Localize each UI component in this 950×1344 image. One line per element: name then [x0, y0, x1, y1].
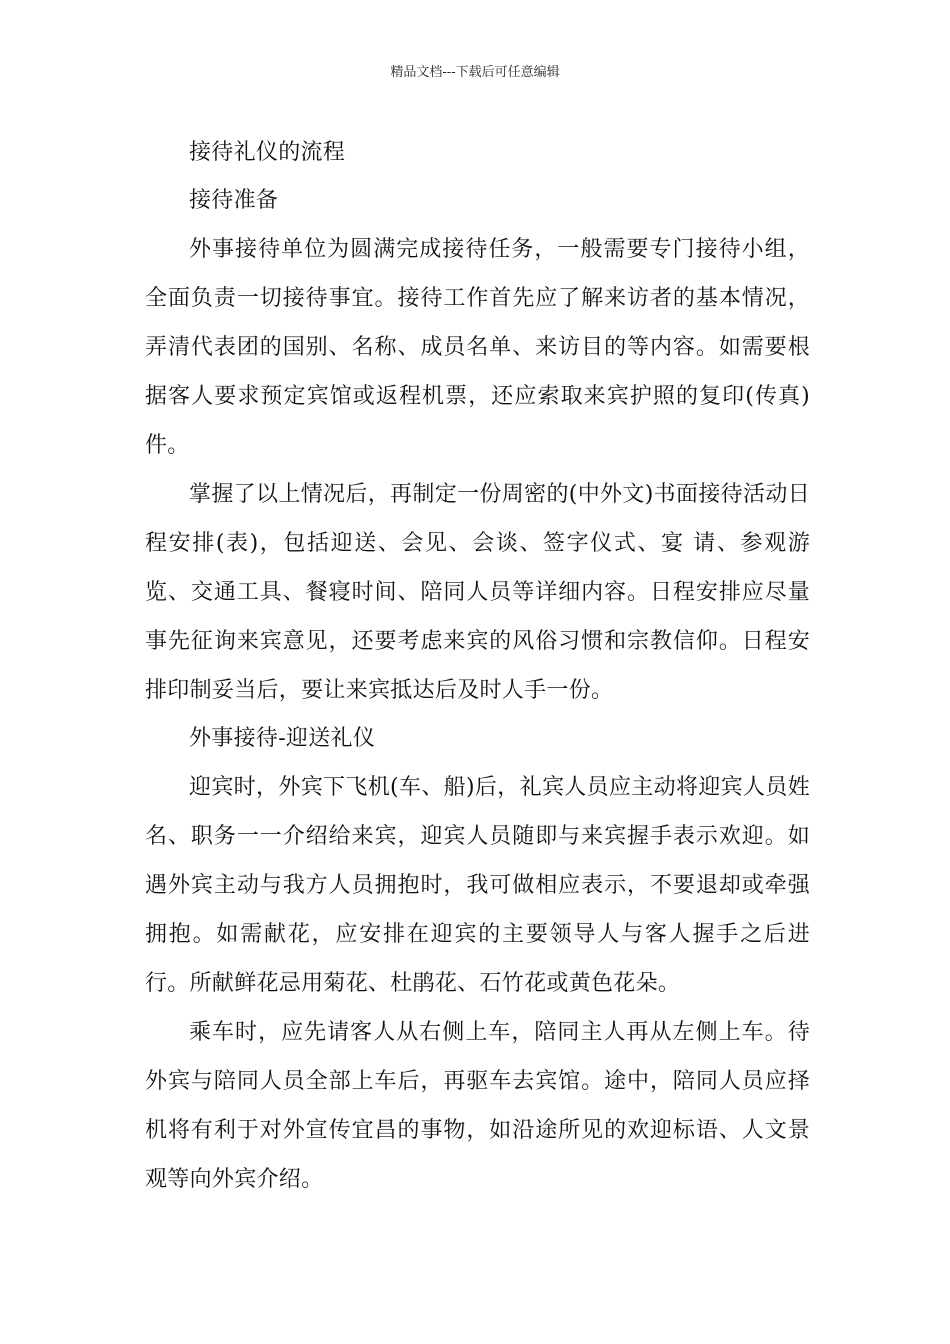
document-body: [145, 129, 810, 1204]
paragraph-riding: 乘车时，应先请客人从右侧上车，陪同主人再从左侧上车。待外宾与陪同人员全部上车后，再驱车去宾馆。途中，陪同人员应择机将有利于对外宣传宜昌的事物，如沿途所见的欢迎标语、人文景观等向外宾介绍。: [145, 1020, 810, 1192]
page-header: 精品文档---下载后可任意编辑: [390, 65, 560, 80]
paragraph-preparation-1: 外事接待单位为圆满完成接待任务，一般需要专门接待小组，全面负责一切接待事宜。接待工作首先应了解来访者的基本情况，弄清代表团的国别、名称、成员名单、来访目的等内容。如需要根据客人要求预定宾馆或返程机票，还应索取来宾护照的复印(传真)件。: [145, 237, 810, 458]
document-title: 接待礼仪的流程: [189, 140, 346, 165]
section-heading-preparation: 接待准备: [189, 188, 279, 213]
section-heading-welcome-etiquette: 外事接待-迎送礼仪: [189, 726, 376, 751]
paragraph-preparation-2: 掌握了以上情况后，再制定一份周密的(中外文)书面接待活动日程安排(表)，包括迎送、会见、会谈、签字仪式、宴 请、参观游览、交通工具、餐寝时间、陪同人员等详细内容。日程安排应尽量事先征询来宾意见，还要考虑来宾的风俗习惯和宗教信仰。日程安排印制妥当后，要让来宾抵达后及时人手一份。: [145, 482, 810, 703]
paragraph-welcome: 迎宾时，外宾下飞机(车、船)后，礼宾人员应主动将迎宾人员姓名、职务一一介绍给来宾，迎宾人员随即与来宾握手表示欢迎。如遇外宾主动与我方人员拥抱时，我可做相应表示，不要退却或牵强拥抱。如需献花，应安排在迎宾的主要领导人与客人握手之后进行。所献鲜花忌用菊花、杜鹃花、石竹花或黄色花朵。: [145, 775, 810, 996]
